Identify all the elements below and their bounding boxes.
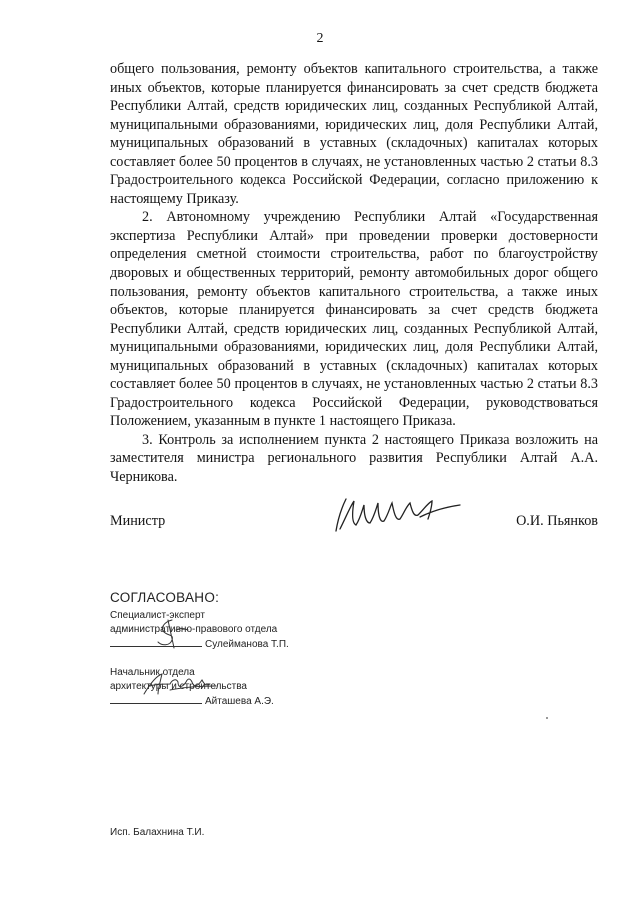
page-number: 2	[316, 31, 324, 46]
paragraph-2: 2. Автономному учреждению Республики Алтай «Государственная экспертиза Республики Алтай» при проведении проверки достоверности определения сметной стоимости строительства, работ по благоустройству дворовых и общественных территорий, ремонту автомобильных дорог общего пользования, ремонту объектов капитального строительства, а также иных объектов, которые планируется финансировать за счет средств бюджета Республики Алтай, средств юридических лиц, созданных Республикой Алтай, муниципальными образованиями, юридических лиц, доля Республики Алтай, муниципальных образований в уставных (складочных) капиталах которых составляет более 50 процентов в случаях, не установленных частью 2 статьи 8.3 Градостроительного кодекса Российской Федерации, руководствоваться Положением, указанным в пункте 1 настоящего Приказа.	[110, 209, 598, 430]
approver-2-position-line2: архитектуры и строительства	[110, 681, 247, 692]
approver-2-signature	[140, 670, 220, 698]
approver-1-signature	[150, 616, 190, 650]
paragraph-1-continuation: общего пользования, ремонту объектов капитального строительства, а также иных объектов, которые планируется финансировать за счет средств бюджета Республики Алтай, средств юридических лиц, созданных Республикой Алтай, муниципальными образованиями, юридических лиц, доля Республики Алтай, муниципальных образований в уставных (складочных) капиталах которых составляет более 50 процентов в случаях, не установленных частью 2 статьи 8.3 Градостроительного кодекса Российской Федерации, согласно приложению к настоящему Приказу.	[110, 61, 598, 207]
approver-1-position-line1: Специалист-эксперт	[110, 610, 205, 621]
approver-2-position-line1: Начальник отдела	[110, 667, 195, 678]
paragraph-3: 3. Контроль за исполнением пункта 2 настоящего Приказа возложить на заместителя министра регионального развития Республики Алтай А.А. Черникова.	[110, 431, 598, 486]
executor-note: Исп. Балахнина Т.И.	[110, 827, 205, 838]
document-body	[110, 60, 598, 487]
minister-signature	[328, 493, 468, 535]
approver-2-name: Айташева А.Э.	[205, 696, 274, 707]
signer-name: О.И. Пьянков	[516, 513, 598, 529]
approval-heading: СОГЛАСОВАНО:	[110, 590, 220, 605]
approver-1-name: Сулейманова Т.П.	[205, 639, 289, 650]
approver-1-name-line	[110, 637, 289, 652]
approver-1-position-line2: административно-правового отдела	[110, 624, 278, 635]
signer-role: Министр	[110, 513, 166, 529]
stray-dot	[546, 717, 548, 719]
